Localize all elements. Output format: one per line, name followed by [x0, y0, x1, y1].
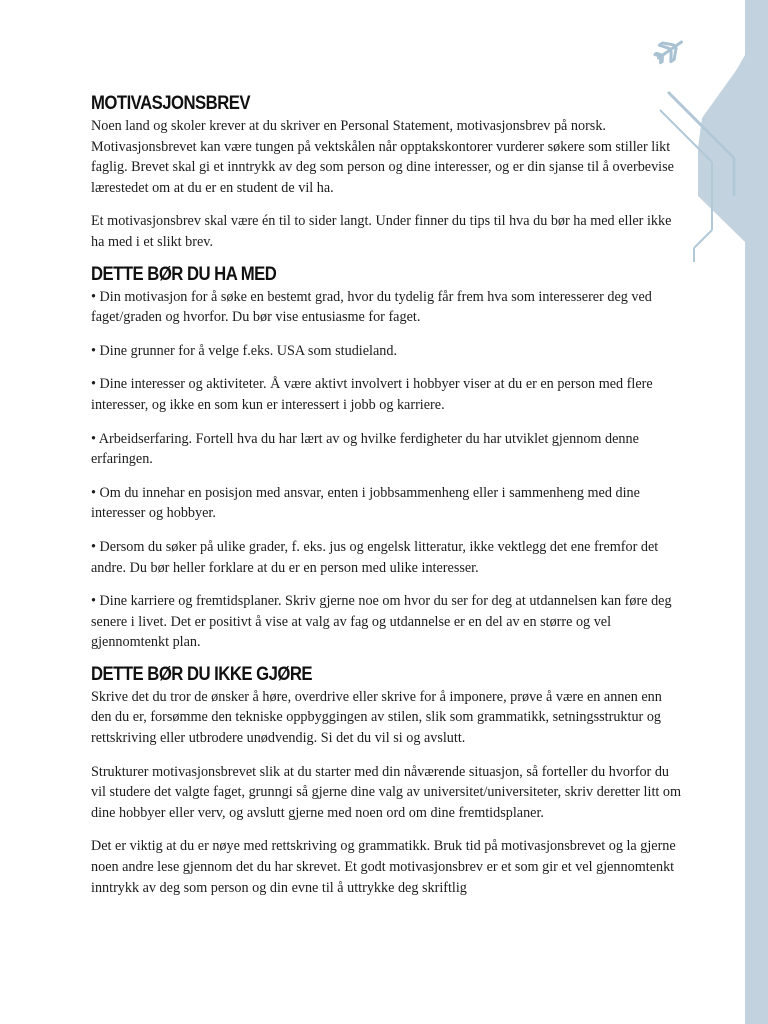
intro-section: [91, 116, 681, 253]
list-item: • Din motivasjon for å søke en bestemt grad, hvor du tydelig får frem hva som interesserer deg ved faget/graden og hvorfor. Du bør vise entusiasme for faget.: [91, 288, 652, 326]
list-item: • Om du innehar en posisjon med ansvar, enten i jobbsammenheng eller i sammenheng med dine interesser og hobbyer.: [91, 484, 640, 522]
include-list: [91, 287, 681, 653]
document-body: [91, 92, 681, 898]
page-title: MOTIVASJONSBREV: [91, 93, 251, 114]
intro-paragraph: Noen land og skoler krever at du skriver en Personal Statement, motivasjonsbrev på norsk. Motivasjonsbrevet kan være tungen på vektskålen når opptakskontorer vurderer søkere som stiller likt faglig. Brevet skal gi et inntrykk av deg som person og dine interesser, og er din sjanse til å overbevise lærestedet om at du er en student de vil ha.: [91, 118, 674, 196]
list-item: • Dine interesser og aktiviteter. Å være aktivt involvert i hobbyer viser at du er en person med flere interesser, og ikke en som kun er interessert i jobb og karriere.: [91, 376, 653, 413]
body-paragraph: Det er viktig at du er nøye med rettskriving og grammatikk. Bruk tid på motivasjonsbrevet og la gjerne noen andre lese gjennom det du har skrevet. Et godt motivasjonsbrev er et som gir et vel gjennomtenkt inntrykk av deg som person og din evne til å uttrykke deg skriftlig: [91, 838, 676, 896]
sidebar-band: [745, 0, 768, 1024]
body-paragraph: Strukturer motivasjonsbrevet slik at du starter med din nåværende situasjon, så forteller du hvorfor du vil studere det valgte faget, grunngi så gjerne dine valg av universitet/universiteter, skriv deretter litt om dine hobbyer eller verv, og avslutt gjerne med noen ord om dine fremtidsplaner.: [91, 763, 681, 821]
section-heading-avoid: DETTE BØR DU IKKE GJØRE: [91, 663, 313, 685]
diamond-shape-main: [698, 58, 745, 242]
list-item: • Dine karriere og fremtidsplaner. Skriv gjerne noe om hvor du ser for deg at utdannelsen kan føre deg senere i livet. Det er positivt å vise at valg av fag og utdannelse er en del av en større og vel gjennomtenkt plan.: [91, 593, 672, 651]
body-paragraph: Skrive det du tror de ønsker å høre, overdrive eller skrive for å imponere, prøve å være en annen enn den du er, forsømme den tekniske oppbyggingen av stilen, slik som grammatikk, setningsstruktur og rettskriving eller utbrodere unødvendig. Si det du vil si og avslutt.: [91, 688, 662, 747]
accent-line-4: [694, 230, 712, 248]
list-item: • Arbeidserfaring. Fortell hva du har lært av og hvilke ferdigheter du har utviklet gjennom denne erfaringen.: [91, 430, 639, 468]
section-heading-include: DETTE BØR DU HA MED: [91, 263, 277, 285]
intro-paragraph: Et motivasjonsbrev skal være én til to sider langt. Under finner du tips til hva du bør ha med eller ikke ha med i et slikt brev.: [91, 213, 672, 250]
list-item: • Dersom du søker på ulike grader, f. eks. jus og engelsk litteratur, ikke vektlegg det ene fremfor det andre. Du bør heller forklare at du er en person med ulike interesser.: [91, 538, 659, 576]
list-item: • Dine grunner for å velge f.eks. USA som studieland.: [91, 342, 397, 359]
airplane-icon: [652, 34, 687, 67]
avoid-section: [91, 687, 681, 898]
